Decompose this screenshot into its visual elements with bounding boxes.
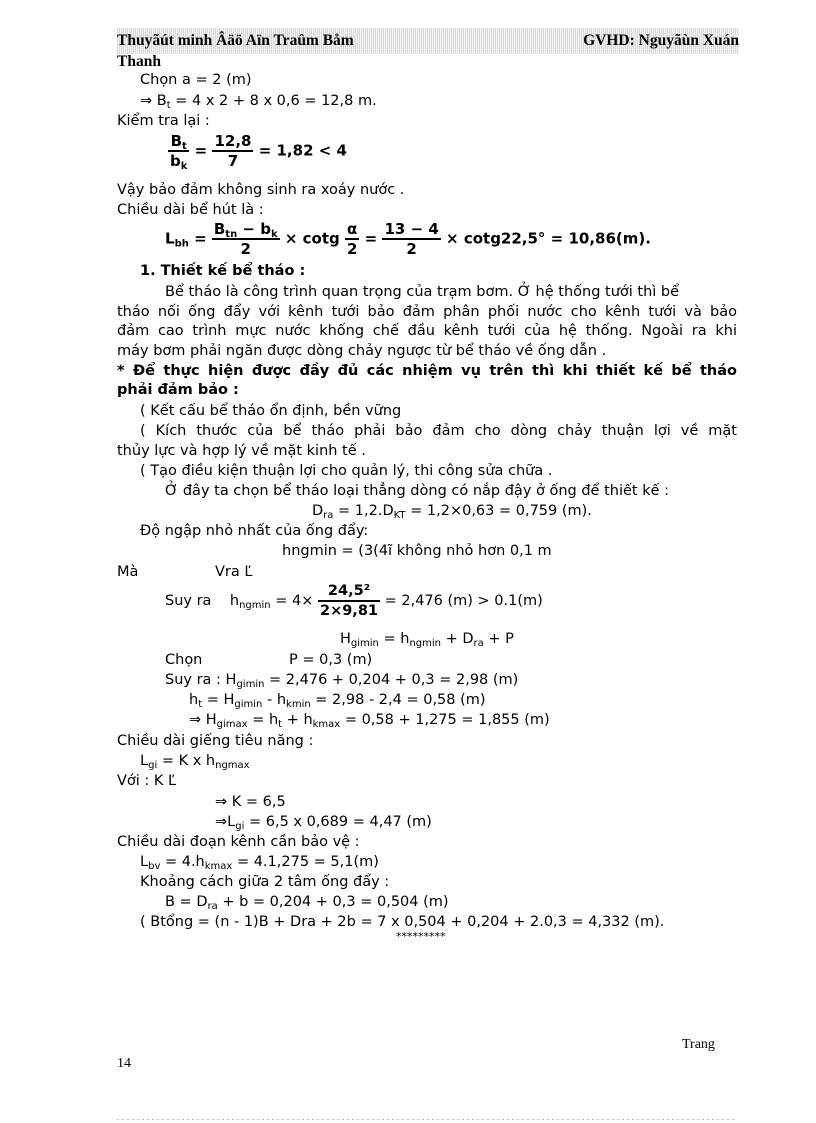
bold-line: * Để thực hiện được đầy đủ các nhiệm vụ trên thì khi thiết kế bể tháo xyxy=(117,363,737,379)
paragraph-line: tháo nối ống đẩy với kênh tưới bảo đảm phân phối nước cho kênh tưới và bảo xyxy=(117,304,737,320)
text-line: Với : K Ľ xyxy=(117,773,177,789)
text-line: Chiều dài giếng tiêu năng : xyxy=(117,733,314,749)
formula-line: $H_{gimin} = h_{ngmin} + D_{ra} + P$ xyxy=(340,631,514,649)
formula-line: ( Btổng = (n - 1)B + Dra + 2b = 7 x 0,504 + 0,204 + 2.0,3 = 4,332 (m). xyxy=(140,914,665,930)
requirement-item: ( Tạo điều kiện thuận lợi cho quản lý, thi công sửa chữa . xyxy=(140,463,553,479)
text-line: Chiều dài bể hút là : xyxy=(117,202,264,218)
requirement-item: thủy lực và hợp lý về mặt kinh tế . xyxy=(117,443,366,459)
requirement-item: ( Kích thước của bể tháo phải bảo đảm cho dòng chảy thuận lợi về mặt xyxy=(140,423,737,439)
formula-line: $h_t = H_{gimin} - h_{kmin} = 2,98 - 2,4 = 0,58$ (m) xyxy=(189,692,486,710)
formula-ratio: $\frac{B_t}{b_k}$ = $\frac{12,8}{7}$ = 1,82 < 4 xyxy=(170,132,347,172)
text-line: Chiều dài đoạn kênh cần bảo vệ : xyxy=(117,834,360,850)
text-line: Khoảng cách giữa 2 tâm ống đẩy : xyxy=(140,874,390,890)
text-line: Ở đây ta chọn bể tháo loại thẳng dòng có nắp đậy ở ống để thiết kế : xyxy=(165,483,670,499)
text-line: ⇒ $B_t = 4$ x 2 + 8 x 0,6 = 12,8 m. xyxy=(140,93,377,111)
text-line: Kiểm tra lại : xyxy=(117,113,210,129)
formula-hngmin: Suy ra $h_{ngmin} = 4\times$ $\frac{\text{24,5²}}{2\times 9,81}$ = 2,476 (m) > 0.1(m) xyxy=(165,583,543,619)
text-line: Vậy bảo đảm không sinh ra xoáy nước . xyxy=(117,182,405,198)
header-title: Thuyãút minh Âäö Aïn Traûm Båm xyxy=(117,32,354,49)
formula-line: $D_{ra} = 1,2.D_{KT} = 1,2\times 0,63 = 0,759$ (m). xyxy=(312,503,592,521)
formula-line: $L_{bv} = 4.h_{kmax} = 4.1,275 = 5,1(m)$ xyxy=(140,854,379,872)
text-line: Vra Ľ xyxy=(215,564,253,580)
paragraph-line: đảm cao trình mực nước khống chế đầu kênh tưới của hệ thống. Ngoài ra khi xyxy=(117,323,737,339)
formula-line: $B = D_{ra} + b = 0,204 + 0,3 = 0,504$ (m) xyxy=(165,894,449,912)
footer-trang: Trang xyxy=(682,1037,715,1052)
paragraph-line: máy bơm phải ngăn được dòng chảy ngược từ bể tháo về ống dẫn . xyxy=(117,343,607,359)
section-heading: 1. Thiết kế bể tháo : xyxy=(140,263,306,279)
requirement-item: ( Kết cấu bể tháo ổn định, bền vững xyxy=(140,403,402,419)
formula-line: $\Rightarrow L_{gi} = 6,5$ x 0,689 = 4,47 (m) xyxy=(215,814,432,832)
bold-line: phải đảm bảo : xyxy=(117,382,239,398)
header-advisor: GVHD: Nguyãùn Xuán xyxy=(583,32,739,49)
header-advisor-cont: Thanh xyxy=(117,53,161,70)
footer-divider xyxy=(117,1119,737,1120)
text-line: P = 0,3 (m) xyxy=(289,652,373,668)
formula-line: $L_{gi} = K$ x $h_{ngmax}$ xyxy=(140,753,250,771)
end-stars: ********* xyxy=(396,930,446,943)
formula-suction-length: $L_{bh}$ = $\frac{B_{tn} - b_k}{2}$ × cotg $\frac{\alpha}{2}$ = $\frac{13 - 4}{2}$ × cotg22,5° = 10,86(m). xyxy=(165,220,651,258)
formula-line: Suy ra : $H_{gimin} = 2,476 + 0,204 + 0,3 = 2,98$ (m) xyxy=(165,672,519,690)
formula-line: hngmin = (3(4ĩ không nhỏ hơn 0,1 m xyxy=(282,543,552,559)
formula-line: ⇒ K = 6,5 xyxy=(215,794,286,810)
formula-line: ⇒ $H_{gimax} = h_t + h_{kmax} = 0,58 + 1,275 = 1,855$ (m) xyxy=(189,712,550,730)
text-line: Mà xyxy=(117,564,139,580)
text-line: Độ ngập nhỏ nhất của ống đẩy: xyxy=(140,523,369,539)
text-line: Chọn a = 2 (m) xyxy=(140,72,252,88)
page-number: 14 xyxy=(117,1056,131,1071)
paragraph-line: Bể tháo là công trình quan trọng của trạm bơm. Ở hệ thống tưới thì bể xyxy=(165,284,680,300)
text-line: Chọn xyxy=(165,652,203,668)
